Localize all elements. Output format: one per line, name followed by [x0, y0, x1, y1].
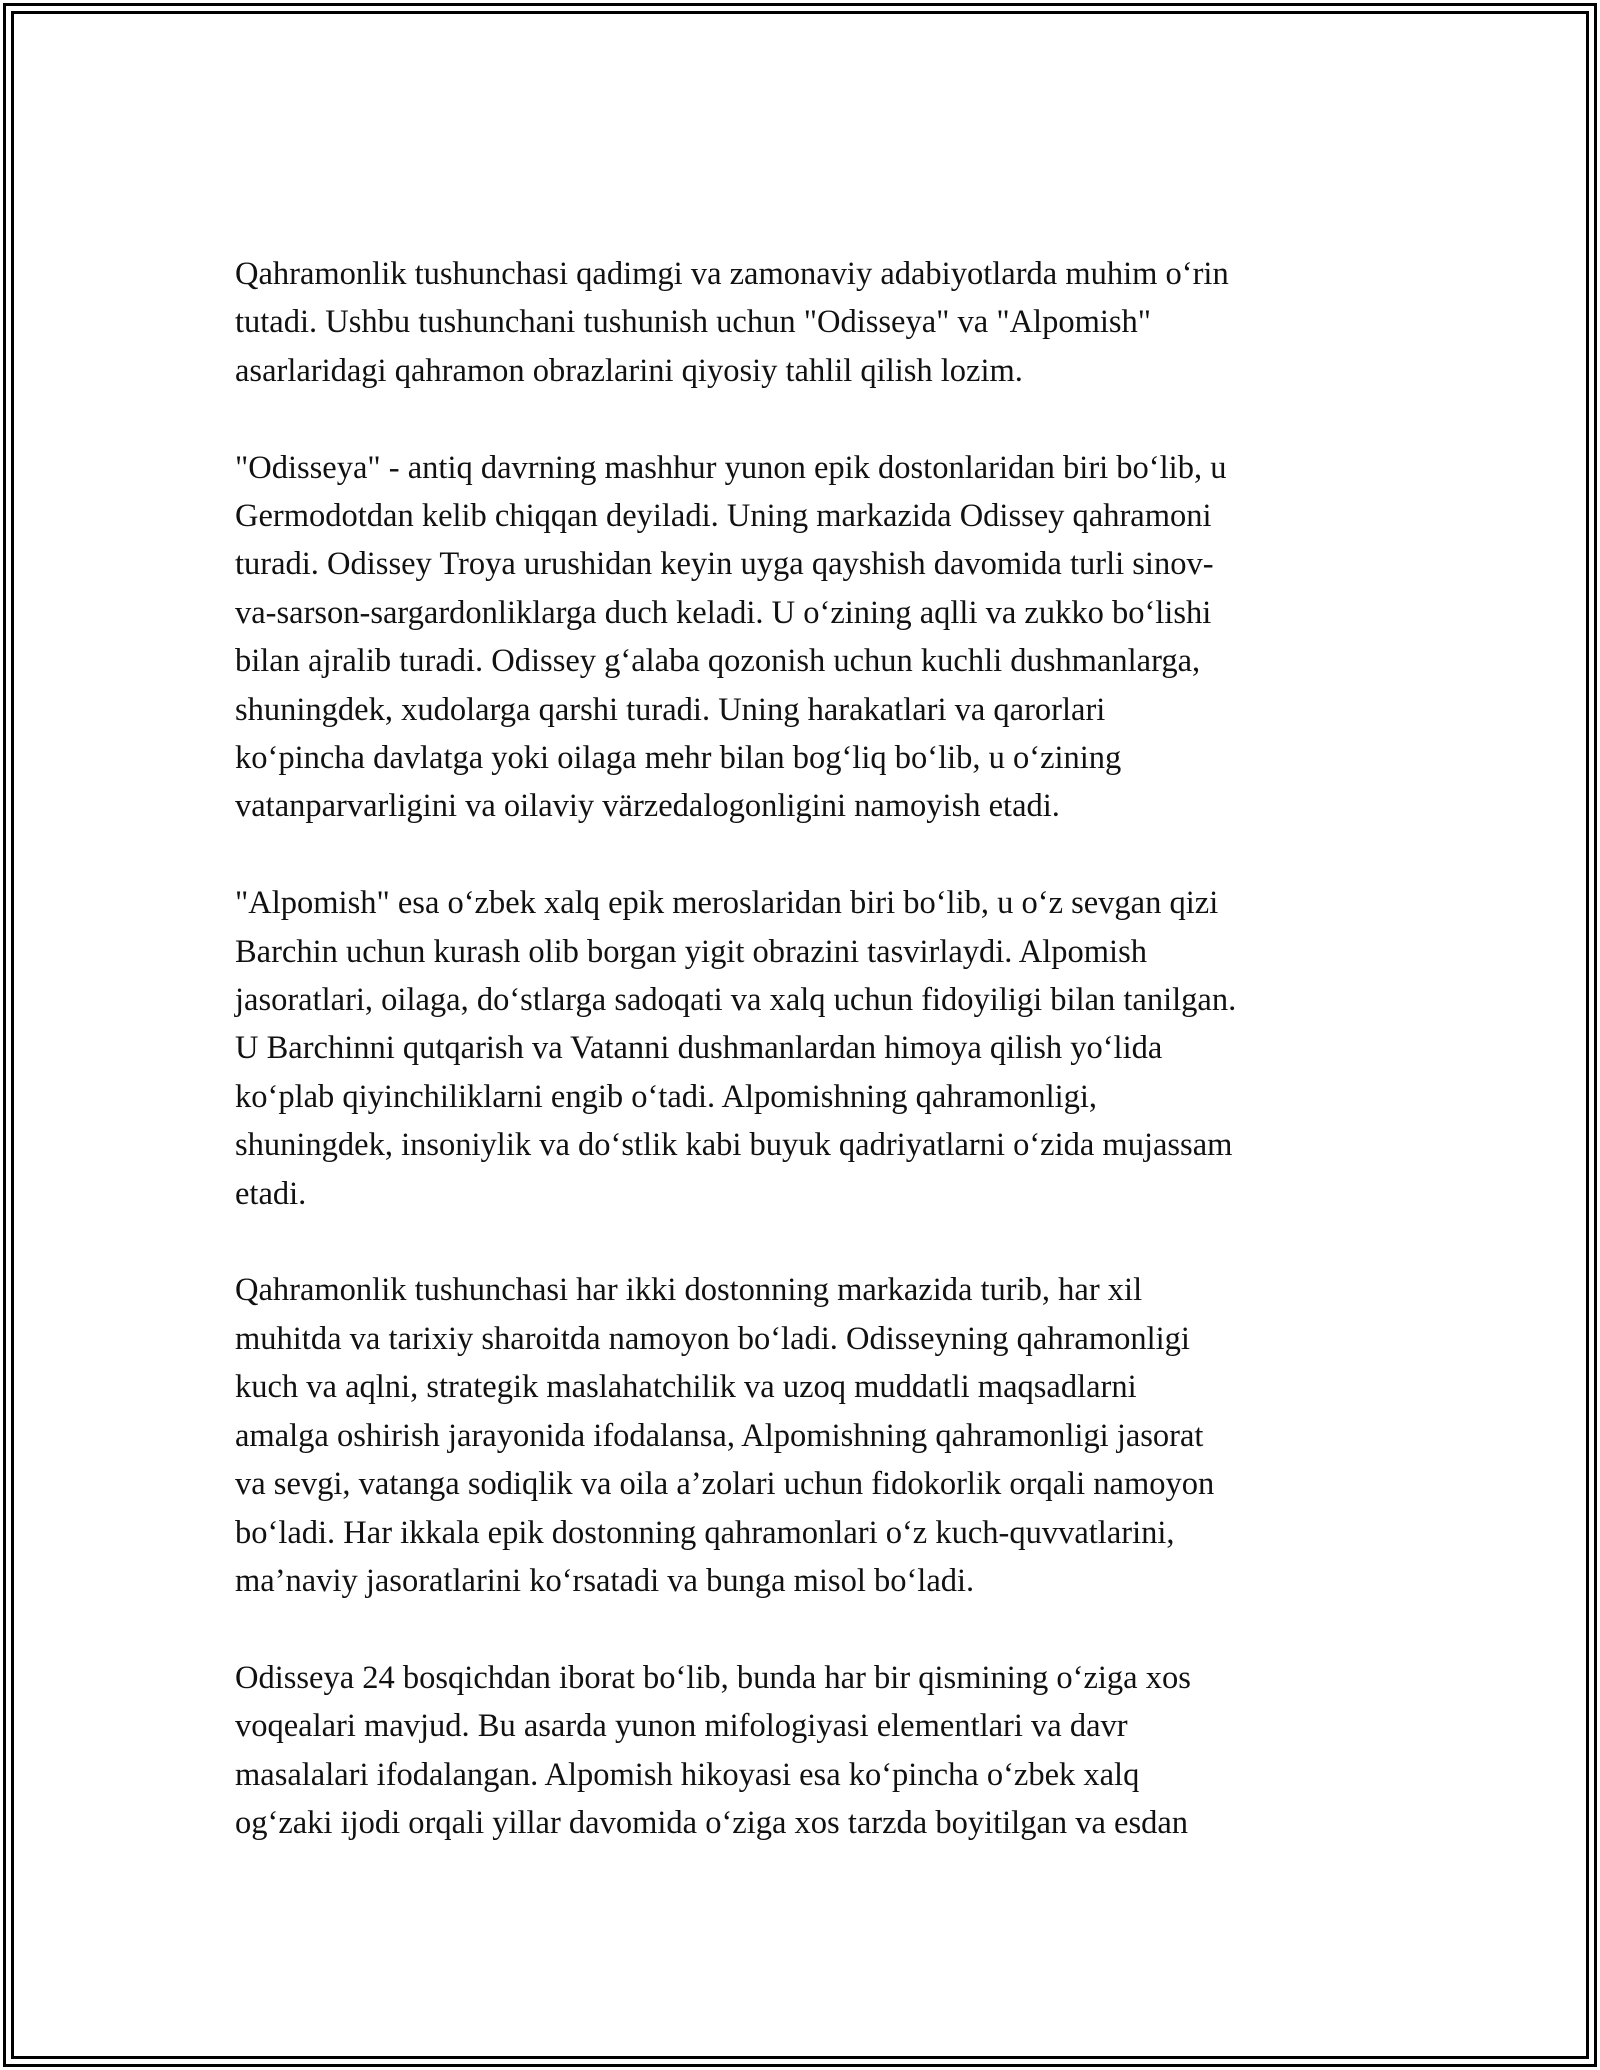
- paragraph-alpomish: "Alpomish" esa o‘zbek xalq epik meroslaridan biri bo‘lib, u o‘z sevgan qizi Barchin uchun kurash olib borgan yigit obrazini tasvirlaydi. Alpomish jasoratlari, oilaga, do‘stlarga sadoqati va xalq uchun fidoyiligi bilan tanilgan. U Barchinni qutqarish va Vatanni dushmanlardan himoya qilish yo‘lida ko‘plab qiyinchiliklarni engib o‘tadi. Alpomishning qahramonligi, shuningdek, insoniylik va do‘stlik kabi buyuk qadriyatlarni o‘zida mujassam etadi.: [235, 885, 1237, 1212]
- paragraph-intro: Qahramonlik tushunchasi qadimgi va zamonaviy adabiyotlarda muhim o‘rin tutadi. Ushbu tushunchani tushunish uchun "Odisseya" va "Alpomish" asarlaridagi qahramon obrazlarini qiyosiy tahlil qilish lozim.: [235, 256, 1229, 389]
- document-body: [235, 250, 1375, 1896]
- paragraph-comparison: Qahramonlik tushunchasi har ikki dostonning markazida turib, har xil muhitda va tarixiy sharoitda namoyon bo‘ladi. Odisseyning qahramonligi kuch va aqlni, strategik maslahatchilik va uzoq muddatli maqsadlarni amalga oshirish jarayonida ifodalansa, Alpomishning qahramonligi jasorat va sevgi, vatanga sodiqlik va oila a’zolari uchun fidokorlik orqali namoyon bo‘ladi. Har ikkala epik dostonning qahramonlari o‘z kuch-quvvatlarini, ma’naviy jasoratlarini ko‘rsatadi va bunga misol bo‘ladi.: [235, 1272, 1215, 1599]
- paragraph-odisseya: "Odisseya" - antiq davrning mashhur yunon epik dostonlaridan biri bo‘lib, u Germodotdan kelib chiqqan deyiladi. Uning markazida Odissey qahramoni turadi. Odissey Troya urushidan keyin uyga qayshish davomida turli sinov- va-sarson-sargardonliklarga duch keladi. U o‘zining aqlli va zukko bo‘lishi bilan ajralib turadi. Odissey g‘alaba qozonish uchun kuchli dushmanlarga, shuningdek, xudolarga qarshi turadi. Uning harakatlari va qarorlari ko‘pincha davlatga yoki oilaga mehr bilan bog‘liq bo‘lib, u o‘zining vatanparvarligini va oilaviy värzedalogonligini namoyish etadi.: [235, 449, 1227, 825]
- paragraph-structure: Odisseya 24 bosqichdan iborat bo‘lib, bunda har bir qismining o‘ziga xos voqealari mavjud. Bu asarda yunon mifologiyasi elementlari va davr masalalari ifodalangan. Alpomish hikoyasi esa ko‘pincha o‘zbek xalq og‘zaki ijodi orqali yillar davomida o‘ziga xos tarzda boyitilgan va esdan: [235, 1659, 1191, 1841]
